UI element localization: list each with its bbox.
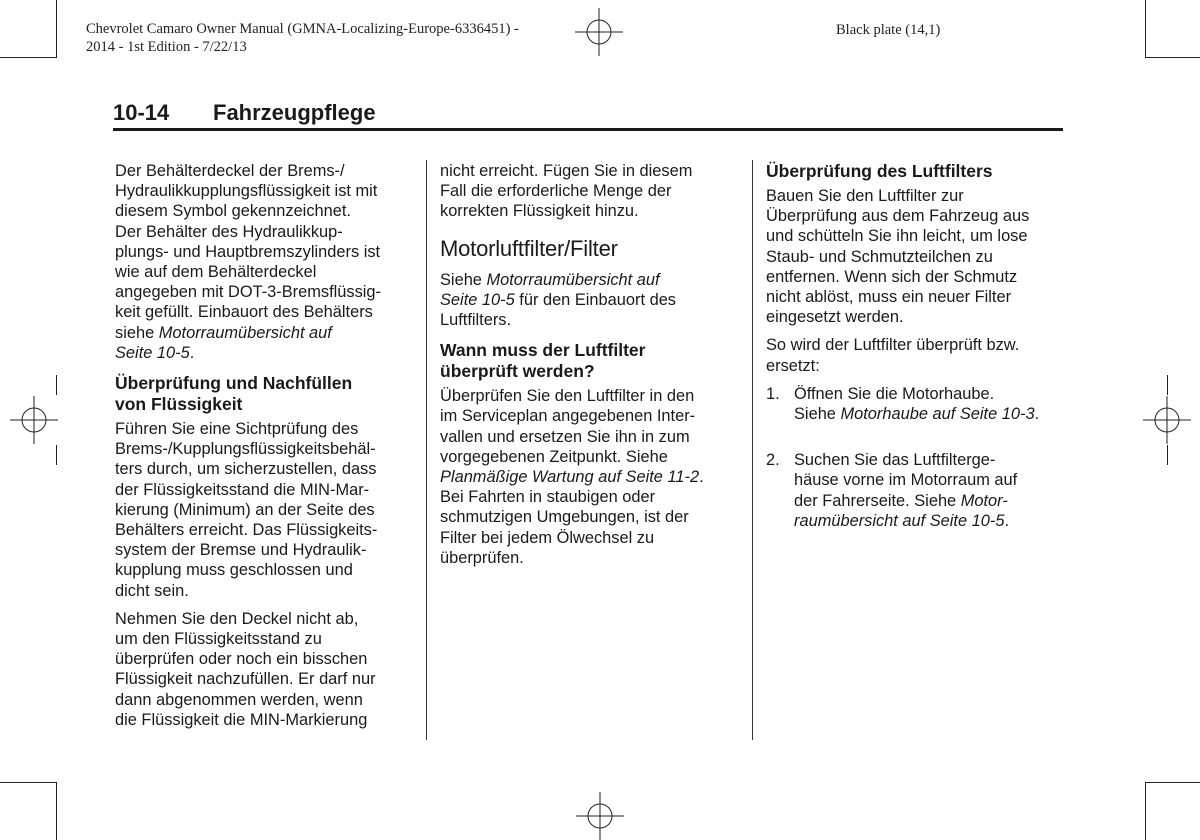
registration-mark-bottom-icon [576,792,624,840]
cross-reference-link[interactable]: Motorraumübersicht auf [158,323,332,342]
column-divider [752,160,753,740]
cross-reference-link[interactable]: raumübersicht auf Seite 10-5 [794,511,1005,530]
paragraph-continued: nicht erreicht. Fügen Sie in diesem Fall die erforderliche Menge der korrekten Flüssigkeit hinzu. [440,162,693,221]
cross-reference-link[interactable]: Seite 10-5 [440,290,515,309]
column-divider [426,160,427,740]
step-number: 2. [766,451,780,470]
paragraph-visual-check: Führen Sie eine Sichtprüfung des Brems-/Kupplungsflüssigkeitsbehäl- ters durch, um sicherzustellen, dass der Flüssigkeitsstand die MIN-Mar- kierung (Minimum) an der Seite des Behälters erreicht. Das Flüssigkeits- system der Bremse und Hydraulik- kupplung muss geschlossen und dicht sein. [115,420,378,600]
page-title [113,100,376,126]
registration-mark-right-icon [1143,396,1191,444]
column-1 [115,161,415,738]
title-rule [113,128,1063,131]
paragraph-do-not-remove-cap: Nehmen Sie den Deckel nicht ab, um den Flüssigkeitsstand zu überprüfen oder noch ein bisschen Flüssigkeit nachzufüllen. Er darf nur dann abgenommen werden, wenn die Flüssigkeit die MIN-Markierung [115,609,376,729]
cross-reference-link[interactable]: Planmäßige Wartung auf Seite 11-2 [440,468,700,487]
heading-when-to-check: Wann muss der Luftfilter überprüft werden? [440,340,646,382]
procedure-step: 1. Öffnen Sie die Motorhaube. Siehe Motorhaube auf Seite 10-3. [766,384,1040,424]
section-heading-air-filter: Motorluftfilter/Filter [440,235,618,261]
page-number: 10-14 [113,100,170,125]
registration-mark-left-icon [10,396,58,444]
heading-check-and-fill: Überprüfung und Nachfüllen von Flüssigkeit [115,373,353,415]
cross-reference-link[interactable]: Motorhaube auf Seite 10-3 [840,405,1035,424]
running-header [86,20,519,56]
paragraph-reservoir-cap: Der Behälterdeckel der Brems-/ Hydraulikkupplungsflüssigkeit ist mit diesem Symbol gekennzeichnet. Der Behälter des Hydraulikkup- plungs- und Hauptbremszylinders ist wie auf dem Behälterdeckel angegeben mit DOT-3-Bremsflüssig- keit gefüllt. Einbauort des Behälters siehe Motorraumübersicht auf Seite 10-5. [115,162,381,362]
column-3 [766,161,1066,557]
paragraph-procedure-intro: So wird der Luftfilter überprüft bzw. ersetzt: [766,336,1020,375]
step-number: 1. [766,384,780,403]
chapter-title: Fahrzeugpflege [213,100,376,125]
cross-reference-link[interactable]: Motor- [960,491,1008,510]
column-2 [440,161,740,576]
header-manual-title: Chevrolet Camaro Owner Manual (GMNA-Localizing-Europe-6336451) - [86,21,519,37]
side-tick-right-top [1167,375,1168,395]
side-tick-left-top [56,375,57,395]
cross-reference-link[interactable]: Seite 10-5 [115,343,190,362]
header-edition: 2014 - 1st Edition - 7/22/13 [86,39,247,55]
side-tick-right-bottom [1167,445,1168,465]
registration-mark-top-icon [575,8,623,56]
paragraph-check-intervals: Überprüfen Sie den Luftfilter in den im Serviceplan angegebenen Inter- vallen und ersetzen Sie ihn in zum vorgegebenen Zeitpunkt. Siehe Planmäßige Wartung auf Seite 11-2. Bei Fahrten in staubigen oder schmutzigen Umgebungen, ist der Filter bei jedem Ölwechsel zu überprüfen. [440,387,704,567]
paragraph-see-engine-compartment: Siehe Motorraumübersicht auf Seite 10-5 für den Einbauort des Luftfilters. [440,270,677,330]
paragraph-remove-and-shake: Bauen Sie den Luftfilter zur Überprüfung aus dem Fahrzeug aus und schütteln Sie ihn leicht, um lose Staub- und Schmutzteilchen zu entfernen. Wenn sich der Schmutz nicht ablöst, muss ein neuer Filter eingesetzt werden. [766,187,1030,327]
header-plate: Black plate (14,1) [836,22,941,38]
heading-check-air-filter: Überprüfung des Luftfilters [766,161,993,181]
cross-reference-link[interactable]: Motorraumübersicht auf [486,270,660,289]
side-tick-left-bottom [56,445,57,465]
procedure-step: 2. Suchen Sie das Luftfilterge- häuse vorne im Motorraum auf der Fahrerseite. Siehe Motor- raumübersicht auf Seite 10-5. [766,451,1018,530]
